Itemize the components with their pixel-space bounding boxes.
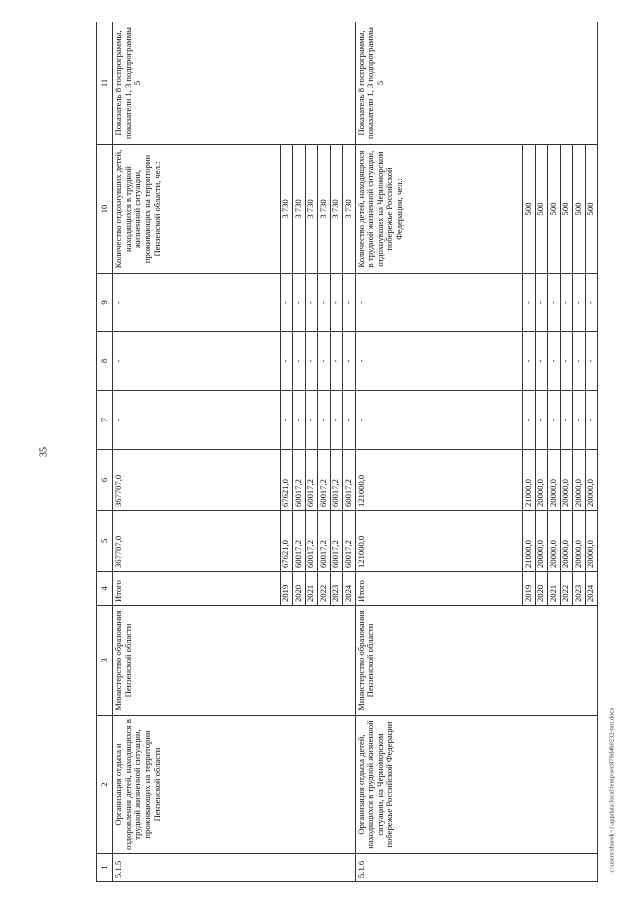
header-cell: 3 [97, 606, 113, 716]
amount-cell: 20000,0 [585, 511, 598, 572]
amount-cell: - [548, 391, 561, 450]
indicator-value: 3 730 [280, 145, 293, 274]
amount-cell: 60017,2 [343, 511, 356, 572]
amount-cell: - [113, 274, 281, 332]
amount-cell: 121000,0 [355, 450, 523, 511]
indicator-value: 3 730 [318, 145, 331, 274]
rotated-table-frame [96, 22, 598, 882]
item-number: 5.1.6 [355, 854, 598, 882]
amount-cell: - [318, 332, 331, 391]
executor-cell: Министерство образования Пензенской области [113, 606, 356, 716]
indicator-cell: Количество детей, находящихся в трудной жизненной ситуации, отдохнувших на Черноморском побережье Российской Федерации, чел.: [355, 145, 523, 274]
indicator-value: 500 [548, 145, 561, 274]
amount-cell: 20000,0 [560, 450, 573, 511]
amount-cell: 67621,0 [280, 511, 293, 572]
amount-cell: - [343, 274, 356, 332]
indicator-value: 500 [585, 145, 598, 274]
year-cell: 2022 [318, 572, 331, 606]
amount-cell: 367707,0 [113, 450, 281, 511]
amount-cell: - [293, 332, 306, 391]
amount-cell: - [355, 391, 523, 450]
amount-cell: 20000,0 [535, 450, 548, 511]
year-cell: 2022 [560, 572, 573, 606]
header-cell: 5 [97, 511, 113, 572]
page-number: 35 [38, 447, 50, 457]
amount-cell: - [535, 332, 548, 391]
year-cell: 2021 [305, 572, 318, 606]
year-cell: 2024 [343, 572, 356, 606]
amount-cell: 121000,0 [355, 511, 523, 572]
amount-cell: - [330, 274, 343, 332]
amount-cell: - [523, 274, 536, 332]
header-cell: 2 [97, 716, 113, 854]
amount-cell: - [560, 274, 573, 332]
program-table [96, 22, 598, 882]
executor-cell: Министерство образования Пензенской области [355, 606, 598, 716]
amount-cell: 20000,0 [535, 511, 548, 572]
amount-cell: - [330, 332, 343, 391]
header-cell: 1 [97, 854, 113, 882]
amount-cell: - [280, 274, 293, 332]
amount-cell: - [330, 391, 343, 450]
amount-cell: - [585, 391, 598, 450]
amount-cell: 20000,0 [573, 450, 586, 511]
amount-cell: - [305, 274, 318, 332]
amount-cell: - [585, 274, 598, 332]
table-row [355, 22, 523, 882]
total-label: Итого [113, 572, 281, 606]
item-number: 5.1.5 [113, 854, 356, 882]
amount-cell: - [573, 391, 586, 450]
year-cell: 2020 [535, 572, 548, 606]
amount-cell: - [560, 391, 573, 450]
indicator-value: 3 730 [330, 145, 343, 274]
indicator-value: 500 [535, 145, 548, 274]
amount-cell: 60017,2 [343, 450, 356, 511]
year-cell: 2023 [573, 572, 586, 606]
amount-cell: 20000,0 [548, 511, 561, 572]
amount-cell: - [293, 274, 306, 332]
amount-cell: - [305, 332, 318, 391]
total-label: Итого [355, 572, 523, 606]
indicator-value: 500 [560, 145, 573, 274]
amount-cell: - [573, 274, 586, 332]
year-cell: 2024 [585, 572, 598, 606]
amount-cell: - [523, 391, 536, 450]
amount-cell: 20000,0 [560, 511, 573, 572]
header-cell: 4 [97, 572, 113, 606]
indicator-value: 3 730 [305, 145, 318, 274]
amount-cell: - [280, 391, 293, 450]
year-cell: 2023 [330, 572, 343, 606]
amount-cell: 20000,0 [573, 511, 586, 572]
amount-cell: - [355, 274, 523, 332]
amount-cell: 60017,2 [293, 511, 306, 572]
header-cell: 11 [97, 22, 113, 145]
indicator-value: 500 [523, 145, 536, 274]
table-header [97, 22, 113, 882]
year-cell: 2021 [548, 572, 561, 606]
indicator-value: 500 [573, 145, 586, 274]
file-path-footer: c:\users\shorok~1\appdata\local\temp\sec879d4b0232-nrn.docx [608, 707, 616, 873]
amount-cell: - [113, 332, 281, 391]
measure-name: Организация отдыха детей, находящихся в трудной жизненной ситуации, на Черноморском побережье Российской Федерации [355, 716, 598, 854]
header-row [97, 22, 113, 882]
header-cell: 6 [97, 450, 113, 511]
year-cell: 2020 [293, 572, 306, 606]
amount-cell: - [535, 274, 548, 332]
amount-cell: 60017,2 [305, 450, 318, 511]
amount-cell: 367707,0 [113, 511, 281, 572]
amount-cell: 60017,2 [330, 450, 343, 511]
header-cell: 8 [97, 332, 113, 391]
header-cell: 7 [97, 391, 113, 450]
amount-cell: - [305, 391, 318, 450]
amount-cell: - [585, 332, 598, 391]
indicator-link-cell: Показатель 8 госпрограммы, показатели 1, 3 подпрограммы 5 [113, 22, 356, 145]
measure-name: Организация отдыха и оздоровления детей, находящихся в трудной жизненной ситуации, проживающих на территории Пензенской области [113, 716, 356, 854]
header-cell: 10 [97, 145, 113, 274]
year-cell: 2019 [523, 572, 536, 606]
amount-cell: - [318, 274, 331, 332]
indicator-value: 3 730 [293, 145, 306, 274]
header-cell: 9 [97, 274, 113, 332]
table-container [96, 22, 598, 882]
amount-cell: - [535, 391, 548, 450]
amount-cell: - [343, 391, 356, 450]
amount-cell: - [560, 332, 573, 391]
amount-cell: 60017,2 [293, 450, 306, 511]
amount-cell: - [573, 332, 586, 391]
amount-cell: - [548, 274, 561, 332]
indicator-cell: Количество отдохнувших детей, находящихся в трудной жизненной ситуации, проживающих на территории Пензенской области, чел.: [113, 145, 281, 274]
amount-cell: 60017,2 [330, 511, 343, 572]
amount-cell: - [318, 391, 331, 450]
amount-cell: 21000,0 [523, 511, 536, 572]
amount-cell: 60017,2 [318, 450, 331, 511]
indicator-link-cell: Показатель 8 госпрограммы, показатели 1, 3 подпрограммы 5 [355, 22, 598, 145]
amount-cell: - [280, 332, 293, 391]
amount-cell: - [113, 391, 281, 450]
year-cell: 2019 [280, 572, 293, 606]
indicator-value: 3 730 [343, 145, 356, 274]
amount-cell: 20000,0 [585, 450, 598, 511]
amount-cell: 67621,0 [280, 450, 293, 511]
amount-cell: 21000,0 [523, 450, 536, 511]
amount-cell: - [355, 332, 523, 391]
amount-cell: - [523, 332, 536, 391]
amount-cell: - [293, 391, 306, 450]
amount-cell: 60017,2 [318, 511, 331, 572]
amount-cell: - [548, 332, 561, 391]
amount-cell: 20000,0 [548, 450, 561, 511]
table-row [113, 22, 281, 882]
amount-cell: - [343, 332, 356, 391]
amount-cell: 60017,2 [305, 511, 318, 572]
